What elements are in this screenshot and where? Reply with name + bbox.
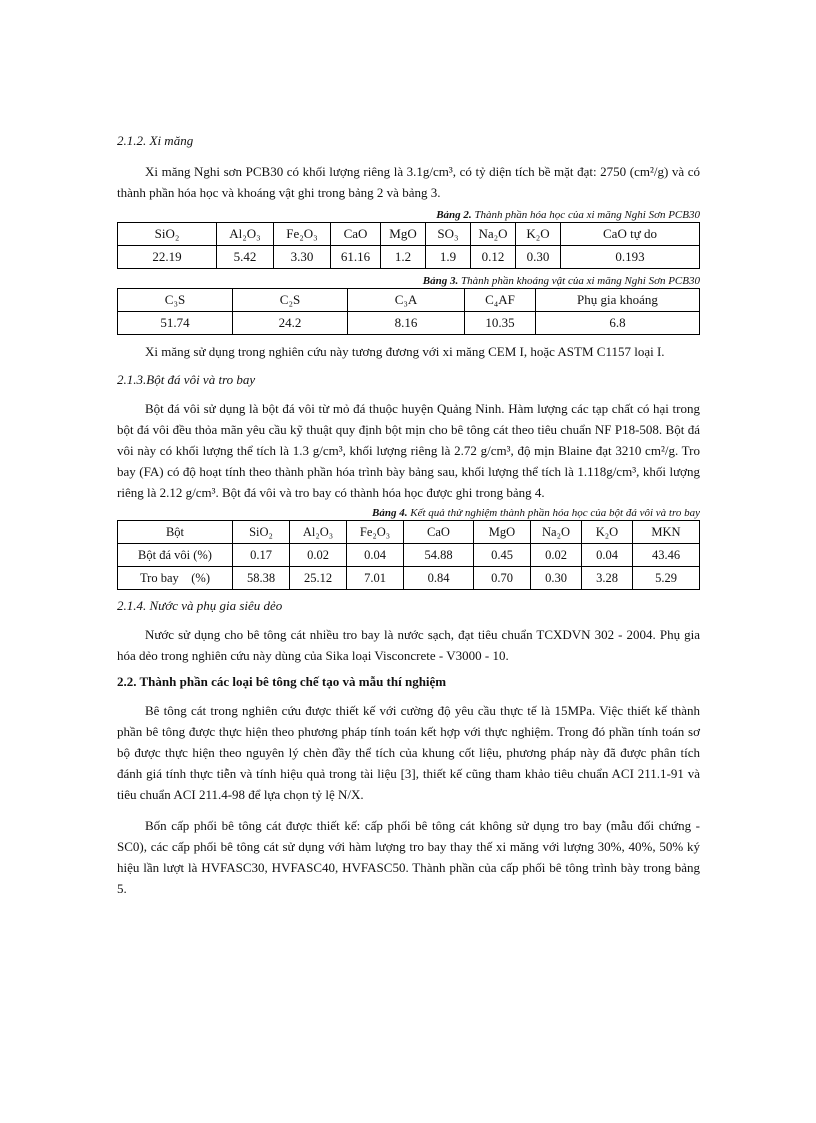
table-row — [118, 289, 700, 312]
table-row — [118, 567, 700, 590]
table2-header: Na₂O — [471, 223, 516, 246]
table2-header: SiO₂ — [118, 223, 217, 246]
table2-cell: 0.12 — [471, 246, 516, 269]
table3-header: Phụ gia khoáng — [536, 289, 700, 312]
paragraph-mix-design: Bê tông cát trong nghiên cứu được thiết kế với cường độ yêu cầu thực tế là 15MPa. Việc thiết kế thành phần bê tông được thực hiện theo phương pháp tính toán kết hợp với thực nghiệm. Trong đó phần tính toán sơ bộ được thực hiện theo nguyên lý chèn đầy thể tích của khung cốt liệu, phương pháp này đã được phân tích đánh giá tính thực tiễn và tính hiệu quả trong tài liệu [3], thiết kế cũng tham khảo tiêu chuẩn ACI 211.1-91 và tiêu chuẩn ACI 211.4-98 để lựa chọn tỷ lệ N/X. — [117, 703, 700, 802]
table2-header: MgO — [381, 223, 426, 246]
table2-header: K₂O — [516, 223, 561, 246]
table4-header: MgO — [474, 521, 531, 544]
table2-cell: 22.19 — [118, 246, 217, 269]
table4-test-results — [117, 520, 700, 590]
table2-cell: 1.9 — [426, 246, 471, 269]
table4-cell: 0.84 — [404, 567, 474, 590]
table4-cell: 0.04 — [582, 544, 633, 567]
table2-cell: 61.16 — [331, 246, 381, 269]
table2-header: Fe₂O₃ — [274, 223, 331, 246]
table2-cell: 0.30 — [516, 246, 561, 269]
table2-caption — [117, 209, 700, 222]
table4-caption-text: Kết quả thử nghiệm thành phần hóa học của bột đá vôi và tro bay — [407, 507, 700, 519]
table3-header: C₃S — [118, 289, 233, 312]
heading-2-1-2: 2.1.2. Xi măng — [117, 133, 194, 148]
table4-caption-label: Bảng 4. — [372, 507, 408, 519]
paragraph-four-mixes: Bốn cấp phối bê tông cát được thiết kế: cấp phối bê tông cát không sử dụng tro bay (mẫu đối chứng - SC0), các cấp phối bê tông cát sử dụng với hàm lượng tro bay thay thế xi măng với lượng 30%, 40%, 50% ký hiệu lần lượt là HVFASC30, HVFASC40, HVFASC50. Thành phần của cấp phối bê tông trình bày trong bảng 5. — [117, 818, 700, 896]
table-row — [118, 246, 700, 269]
paragraph-cement-equivalence: Xi măng sử dụng trong nghiên cứu này tương đương với xi măng CEM I, hoặc ASTM C1157 loại I. — [145, 344, 665, 359]
table3-header: C₄AF — [465, 289, 536, 312]
table-row — [118, 521, 700, 544]
table-row — [118, 312, 700, 335]
table4-cell: Tro bay (%) — [118, 567, 233, 590]
table4-cell: 43.46 — [633, 544, 700, 567]
table4-header: SiO₂ — [233, 521, 290, 544]
table4-cell: 3.28 — [582, 567, 633, 590]
table3-caption-text: Thành phần khoáng vật của xi măng Nghi Sơn PCB30 — [458, 275, 700, 287]
table4-header: Al₂O₃ — [290, 521, 347, 544]
table2-header: SO₃ — [426, 223, 471, 246]
table4-cell: 58.38 — [233, 567, 290, 590]
table4-cell: 25.12 — [290, 567, 347, 590]
paragraph-cement-intro: Xi măng Nghi sơn PCB30 có khối lượng riêng là 3.1g/cm³, có tỷ diện tích bề mặt đạt: 2750 (cm²/g) và có thành phần hóa học và khoáng vật ghi trong bảng 2 và bảng 3. — [117, 164, 700, 200]
table4-cell: 0.45 — [474, 544, 531, 567]
table-row — [118, 223, 700, 246]
table4-cell: 0.70 — [474, 567, 531, 590]
table4-cell: 0.17 — [233, 544, 290, 567]
paragraph-limestone-flyash: Bột đá vôi sử dụng là bột đá vôi từ mỏ đá thuộc huyện Quảng Ninh. Hàm lượng các tạp chất có hại trong bột đá vôi đều thỏa mãn yêu cầu kỹ thuật quy định bột mịn cho bê tông cát theo tiêu chuẩn NF P18-508. Bột đá vôi này có khối lượng thể tích là 1.3 g/cm³, khối lượng riêng là 2.72 g/cm³, độ mịn Blaine đạt 3210 cm²/g. Tro bay (FA) có độ hoạt tính theo thành phần hóa trình bày bảng sau, khối lượng thể tích là 1.118g/cm³, khối lượng riêng là 2.12 g/cm³. Bột đá vôi và tro bay có thành hóa học được ghi trong bảng 4. — [117, 401, 700, 500]
table2-cell: 5.42 — [217, 246, 274, 269]
paragraph-water-admixture: Nước sử dụng cho bê tông cát nhiều tro bay là nước sạch, đạt tiêu chuẩn TCXDVN 302 - 2004. Phụ gia hóa dẻo trong nghiên cứu này dùng của Sika loại Visconcrete - V3000 - 10. — [117, 627, 700, 663]
table3-header: C₂S — [233, 289, 348, 312]
table4-cell: 5.29 — [633, 567, 700, 590]
table2-caption-text: Thành phần hóa học của xi măng Nghi Sơn PCB30 — [471, 209, 700, 221]
table4-cell: 54.88 — [404, 544, 474, 567]
table2-header: Al₂O₃ — [217, 223, 274, 246]
table4-cell: 0.02 — [290, 544, 347, 567]
table3-cell: 6.8 — [536, 312, 700, 335]
table4-header: Bột — [118, 521, 233, 544]
table4-cell: 0.02 — [531, 544, 582, 567]
heading-2-1-3: 2.1.3.Bột đá vôi và tro bay — [117, 372, 256, 387]
table2-cell: 3.30 — [274, 246, 331, 269]
table4-header: Na₂O — [531, 521, 582, 544]
document-page — [117, 128, 700, 899]
table3-caption-label: Bảng 3. — [422, 275, 459, 287]
table3-cell: 8.16 — [348, 312, 465, 335]
table4-header: MKN — [633, 521, 700, 544]
table3-cell: 24.2 — [233, 312, 348, 335]
table2-header: CaO — [331, 223, 381, 246]
table4-header: K₂O — [582, 521, 633, 544]
table2-cell: 1.2 — [381, 246, 426, 269]
heading-2-2: 2.2. Thành phần các loại bê tông chế tạo và mẫu thí nghiệm — [117, 674, 447, 689]
table4-cell: Bột đá vôi (%) — [118, 544, 233, 567]
table2-header: CaO tự do — [561, 223, 700, 246]
table3-cell: 51.74 — [118, 312, 233, 335]
table2-chemical-composition — [117, 222, 700, 269]
table3-mineral-composition — [117, 288, 700, 335]
heading-2-1-4: 2.1.4. Nước và phụ gia siêu dẻo — [117, 598, 283, 613]
table4-header: CaO — [404, 521, 474, 544]
table4-cell: 7.01 — [347, 567, 404, 590]
table2-cell: 0.193 — [561, 246, 700, 269]
table3-caption — [117, 275, 700, 288]
table4-cell: 0.04 — [347, 544, 404, 567]
table-row — [118, 544, 700, 567]
table4-caption — [117, 507, 700, 520]
table4-header: Fe₂O₃ — [347, 521, 404, 544]
table3-header: C₃A — [348, 289, 465, 312]
table2-caption-label: Bảng 2. — [436, 209, 472, 221]
table3-cell: 10.35 — [465, 312, 536, 335]
table4-cell: 0.30 — [531, 567, 582, 590]
